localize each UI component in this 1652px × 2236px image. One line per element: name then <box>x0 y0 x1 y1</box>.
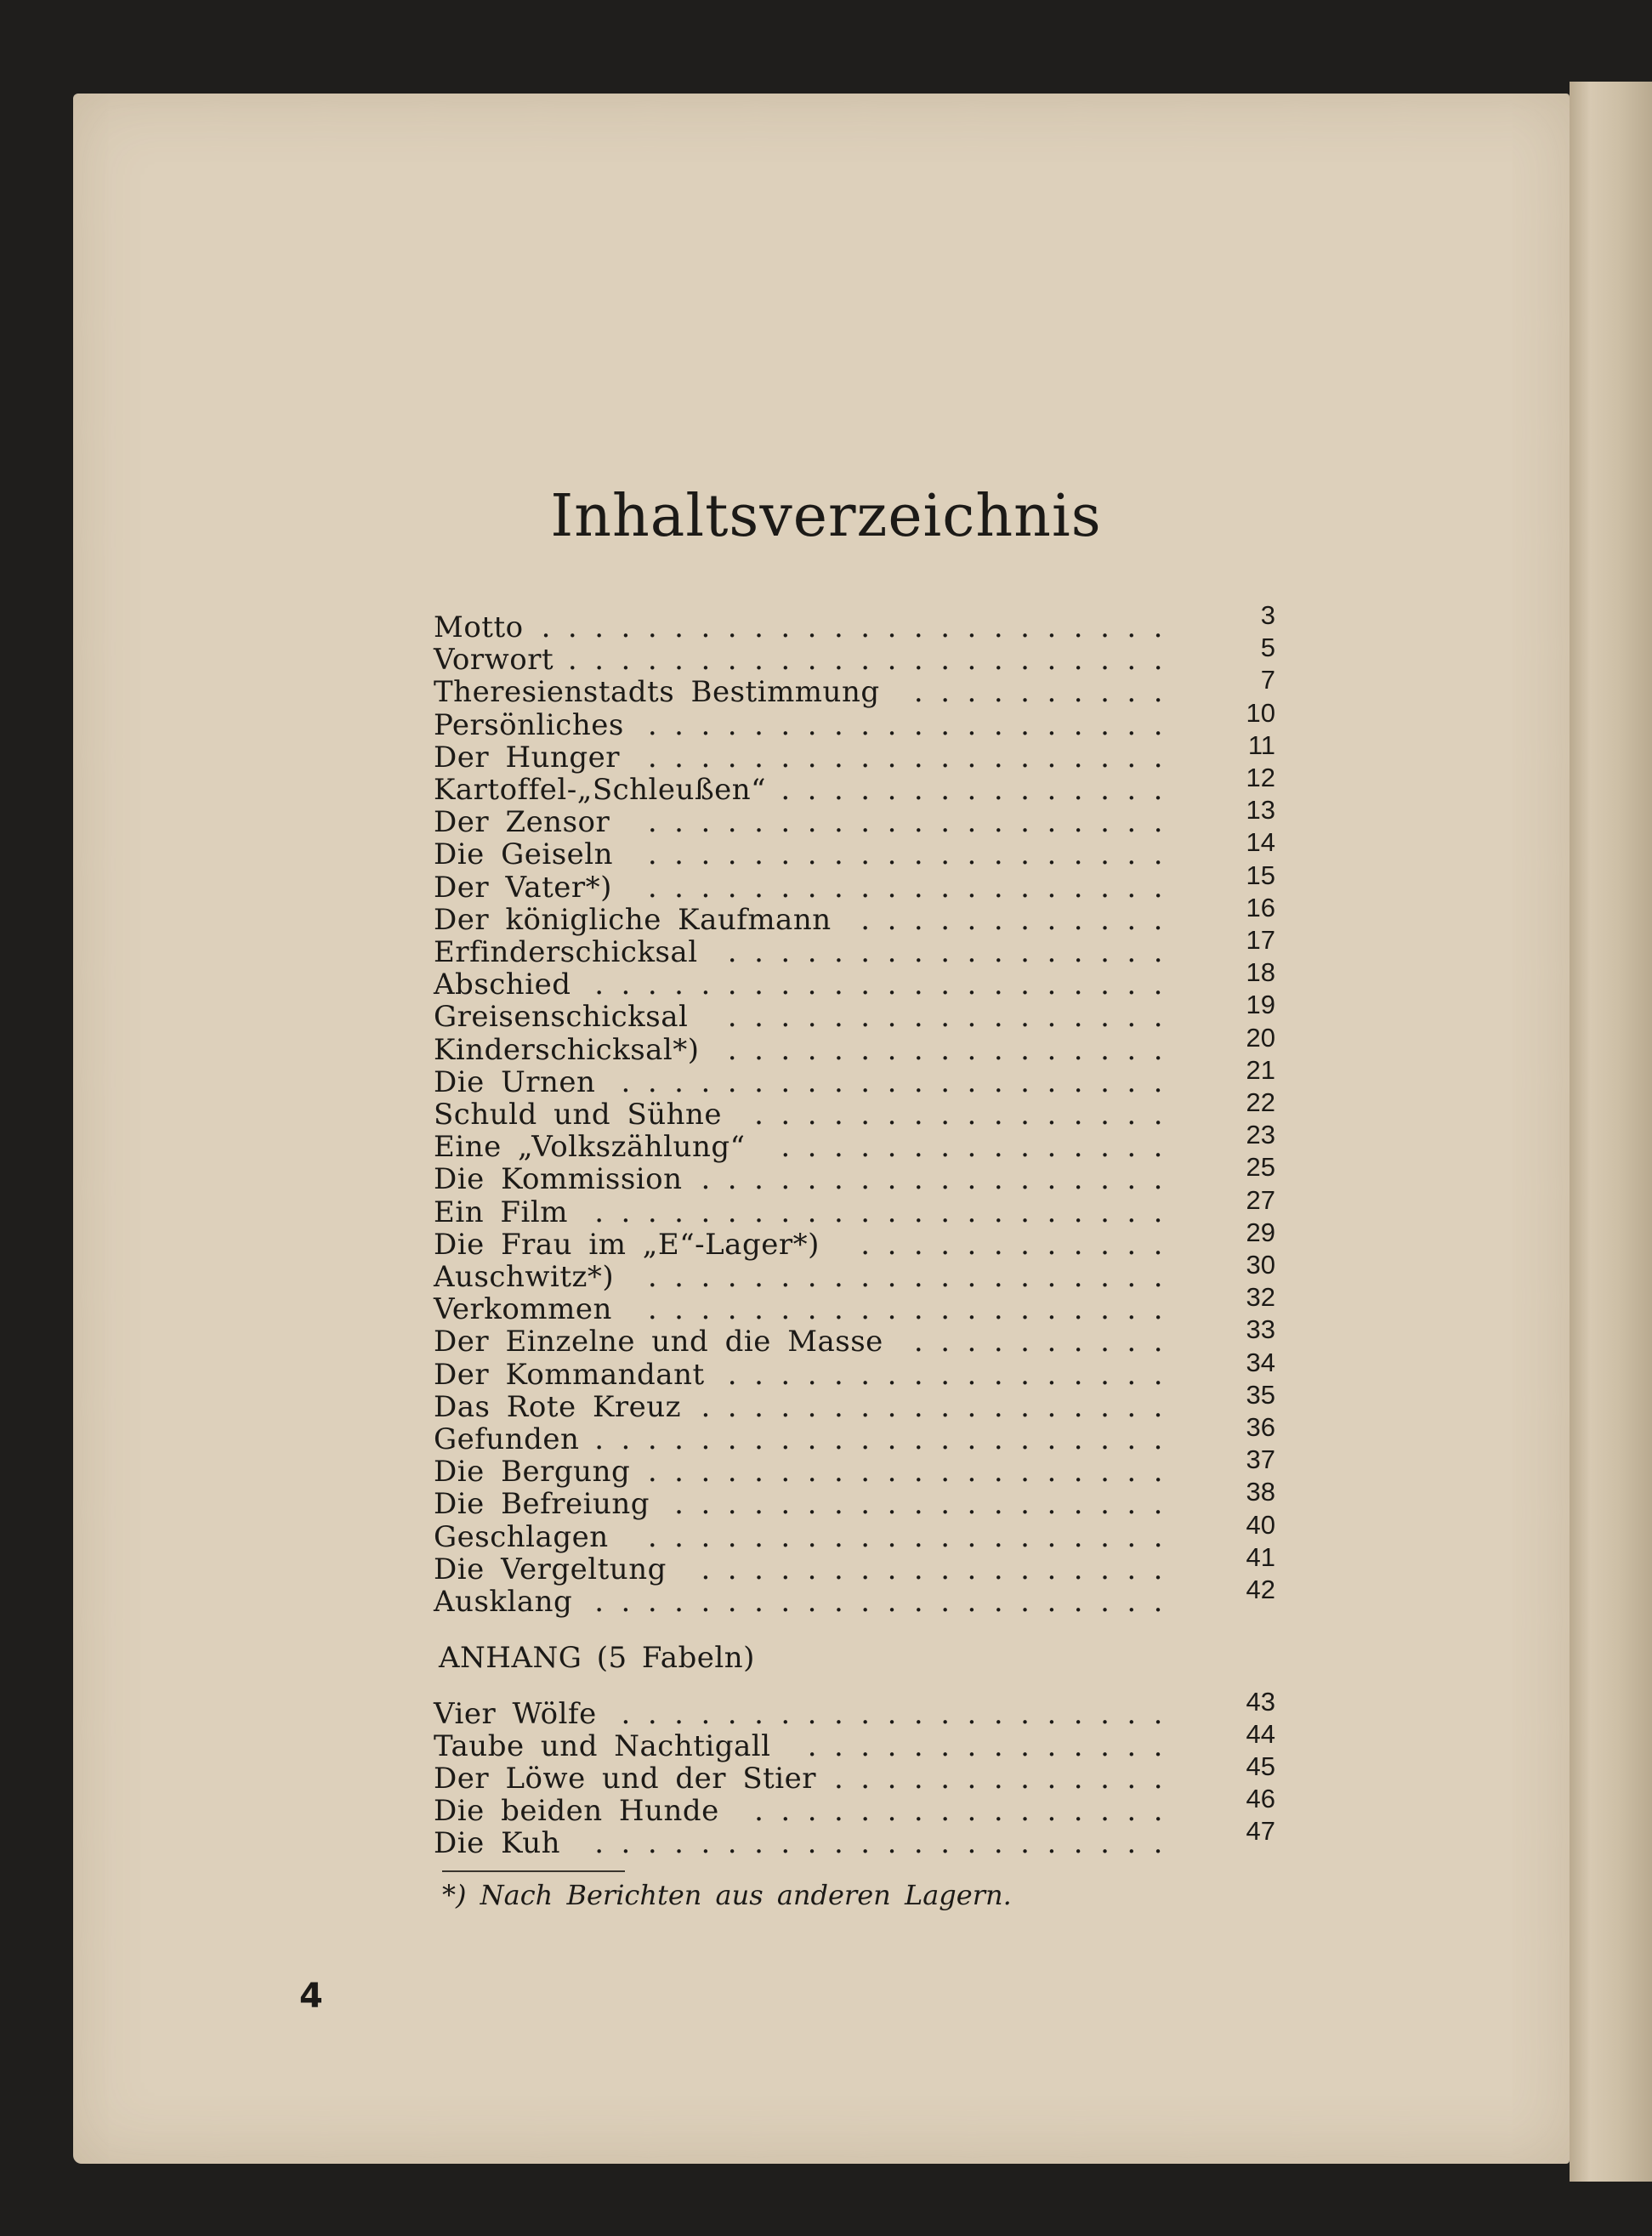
entry-title: Ein Film <box>434 1195 568 1229</box>
toc-entry <box>434 1022 1275 1067</box>
entry-title: Abschied <box>434 968 571 1002</box>
entry-page: 16 <box>1246 892 1275 922</box>
dot-leader: ...................... <box>594 968 1180 1002</box>
dot-leader: ................. <box>727 1032 1180 1067</box>
dot-leader: .................... <box>647 1519 1180 1554</box>
toc-entry <box>434 600 1275 644</box>
toc-entry <box>434 1687 1275 1731</box>
entry-page: 47 <box>1246 1816 1275 1846</box>
dot-leader: .................... <box>647 1292 1180 1327</box>
entry-title: Die Frau im „E“-Lager*) <box>434 1227 820 1262</box>
entry-title: Der Löwe und der Stier <box>434 1762 817 1796</box>
entry-page: 35 <box>1246 1379 1275 1410</box>
entry-page: 33 <box>1246 1314 1275 1345</box>
toc-entry <box>434 1784 1275 1828</box>
entry-page: 21 <box>1246 1054 1275 1085</box>
entry-title: Das Rote Kreuz <box>434 1389 682 1424</box>
entry-page: 12 <box>1246 763 1275 792</box>
toc-entry <box>434 1379 1275 1424</box>
toc-entry <box>434 729 1275 775</box>
toc-entry <box>434 1444 1275 1490</box>
dot-leader: ................. <box>727 1000 1180 1035</box>
toc-entry <box>434 892 1275 937</box>
entry-title: Die beiden Hunde <box>434 1794 719 1828</box>
entry-page: 37 <box>1246 1444 1275 1475</box>
entry-page: 5 <box>1260 633 1275 663</box>
toc-entry <box>434 1152 1275 1197</box>
entry-title: Eine „Volkszählung“ <box>434 1130 746 1165</box>
dot-leader: .................... <box>647 870 1180 905</box>
toc-entry <box>434 1477 1275 1522</box>
dot-leader: ............... <box>781 1130 1180 1165</box>
entry-page: 40 <box>1246 1509 1275 1540</box>
footnote: *) Nach Berichten aus anderen Lagern. <box>442 1879 1012 1911</box>
dot-leader: .......... <box>913 675 1180 710</box>
entry-page: 34 <box>1246 1347 1275 1377</box>
entry-title: Der Einzelne und die Masse <box>434 1325 883 1359</box>
entry-page: 10 <box>1246 697 1275 728</box>
entry-title: Theresienstadts Bestimmung <box>434 675 880 710</box>
toc-entry <box>434 697 1275 742</box>
toc-entry <box>434 1314 1275 1359</box>
entry-page: 17 <box>1246 925 1275 955</box>
entry-page: 13 <box>1246 795 1275 826</box>
toc-entry <box>434 990 1275 1035</box>
dot-leader: .................... <box>647 805 1180 840</box>
dot-leader: .................... <box>647 837 1180 872</box>
entry-title: Geschlagen <box>434 1519 609 1554</box>
toc-entry <box>434 1719 1275 1763</box>
dot-leader: .................. <box>701 1389 1180 1424</box>
dot-leader: ................ <box>754 1098 1180 1132</box>
entry-page: 7 <box>1260 665 1275 695</box>
entry-page: 46 <box>1246 1784 1275 1813</box>
entry-title: Die Bergung <box>434 1455 631 1490</box>
toc-entry <box>434 1816 1275 1860</box>
dot-leader: ..................... <box>621 1697 1180 1731</box>
dot-leader: ............. <box>834 1762 1180 1796</box>
entry-page: 27 <box>1246 1184 1275 1215</box>
entry-title: Greisenschicksal <box>434 1000 689 1035</box>
dot-leader: ................. <box>727 1357 1180 1392</box>
entry-title: Die Urnen <box>434 1064 596 1099</box>
entry-title: Der Zensor <box>434 805 610 840</box>
toc-entry <box>434 1184 1275 1229</box>
entry-title: Die Geiseln <box>434 837 614 872</box>
entry-title: Erfinderschicksal <box>434 935 698 969</box>
dot-leader: .......... <box>913 1325 1180 1359</box>
toc-entry <box>434 763 1275 807</box>
entry-page: 32 <box>1246 1282 1275 1313</box>
entry-title: Schuld und Sühne <box>434 1098 723 1132</box>
entry-page: 36 <box>1246 1412 1275 1442</box>
toc-title: Inhaltsverzeichnis <box>550 483 1102 550</box>
entry-title: Gefunden <box>434 1422 580 1456</box>
entry-page: 15 <box>1246 860 1275 890</box>
dot-leader: ...................... <box>594 1585 1180 1619</box>
dot-leader: ................... <box>674 1487 1180 1522</box>
entry-page: 42 <box>1246 1575 1275 1604</box>
entry-title: Motto <box>434 610 524 644</box>
dot-leader: ...................... <box>594 1195 1180 1229</box>
entry-page: 43 <box>1246 1687 1275 1717</box>
entry-page: 11 <box>1247 729 1275 760</box>
toc-entry <box>434 1282 1275 1327</box>
dot-leader: .................... <box>647 1260 1180 1294</box>
entry-page: 29 <box>1246 1217 1275 1247</box>
entry-title: Verkommen <box>434 1292 612 1327</box>
toc-entry <box>434 1250 1275 1294</box>
toc-entry <box>434 925 1275 969</box>
entry-page: 14 <box>1246 827 1275 858</box>
entry-page: 44 <box>1246 1719 1275 1749</box>
entry-title: Kinderschicksal*) <box>434 1032 700 1067</box>
dot-leader: .................... <box>647 707 1180 742</box>
toc-entry <box>434 795 1275 840</box>
toc-entry <box>434 1541 1275 1586</box>
entry-page: 45 <box>1246 1751 1275 1781</box>
dot-leader: ...................... <box>594 1826 1180 1860</box>
entry-page: 41 <box>1246 1541 1275 1572</box>
dot-leader: ..................... <box>621 1064 1180 1099</box>
toc-entry <box>434 1751 1275 1796</box>
entry-page: 3 <box>1260 600 1275 630</box>
dot-leader: .................. <box>701 1162 1180 1197</box>
appendix-heading: ANHANG (5 Fabeln) <box>439 1641 755 1675</box>
entry-title: Die Vergeltung <box>434 1552 667 1586</box>
dot-leader: ............ <box>860 902 1180 937</box>
entry-page: 23 <box>1246 1120 1275 1150</box>
entry-page: 30 <box>1246 1250 1275 1280</box>
dot-leader: ................. <box>727 935 1180 969</box>
entry-title: Der Kommandant <box>434 1357 705 1392</box>
toc-entry <box>434 957 1275 1002</box>
toc-entry <box>434 827 1275 872</box>
page-number: 4 <box>299 1977 323 2016</box>
toc-entry <box>434 1347 1275 1392</box>
toc-entry <box>434 1217 1275 1262</box>
entry-page: 20 <box>1246 1022 1275 1053</box>
toc-entry <box>434 1054 1275 1099</box>
toc-entry <box>434 1120 1275 1165</box>
dot-leader: .................... <box>647 740 1180 775</box>
dot-leader: .............. <box>807 1729 1180 1763</box>
entry-title: Vorwort <box>434 643 554 678</box>
entry-page: 22 <box>1246 1087 1275 1117</box>
toc-entry <box>434 1575 1275 1619</box>
dot-leader: ...................... <box>594 1422 1180 1456</box>
dot-leader: ....................... <box>567 643 1180 678</box>
dot-leader: .................... <box>647 1455 1180 1490</box>
toc-entry <box>434 1412 1275 1456</box>
facing-page-edge <box>1570 82 1652 2182</box>
toc-entry <box>434 1087 1275 1132</box>
entry-title: Der Vater*) <box>434 870 612 905</box>
dot-leader: ............... <box>781 773 1180 807</box>
entry-title: Vier Wölfe <box>434 1697 597 1731</box>
toc-entry <box>434 1509 1275 1554</box>
entry-title: Die Kommission <box>434 1162 683 1197</box>
toc-entry <box>434 665 1275 710</box>
dot-leader: .................. <box>701 1552 1180 1586</box>
footnote-rule <box>442 1870 625 1872</box>
dot-leader: ........................ <box>541 610 1180 644</box>
toc-entry <box>434 633 1275 678</box>
entry-title: Taube und Nachtigall <box>434 1729 771 1763</box>
entry-title: Der königliche Kaufmann <box>434 902 832 937</box>
dot-leader: ................ <box>754 1794 1180 1828</box>
entry-page: 38 <box>1246 1477 1275 1507</box>
entry-title: Kartoffel-„Schleußen“ <box>434 773 767 807</box>
dot-leader: ............ <box>860 1227 1180 1262</box>
entry-title: Ausklang <box>434 1585 573 1619</box>
entry-page: 19 <box>1246 990 1275 1020</box>
entry-page: 18 <box>1246 957 1275 988</box>
toc-entry <box>434 860 1275 905</box>
entry-title: Auschwitz*) <box>434 1260 615 1294</box>
entry-title: Der Hunger <box>434 740 621 775</box>
entry-page: 25 <box>1246 1152 1275 1183</box>
entry-title: Die Befreiung <box>434 1487 650 1522</box>
entry-title: Persönliches <box>434 707 624 742</box>
entry-title: Die Kuh <box>434 1826 561 1860</box>
